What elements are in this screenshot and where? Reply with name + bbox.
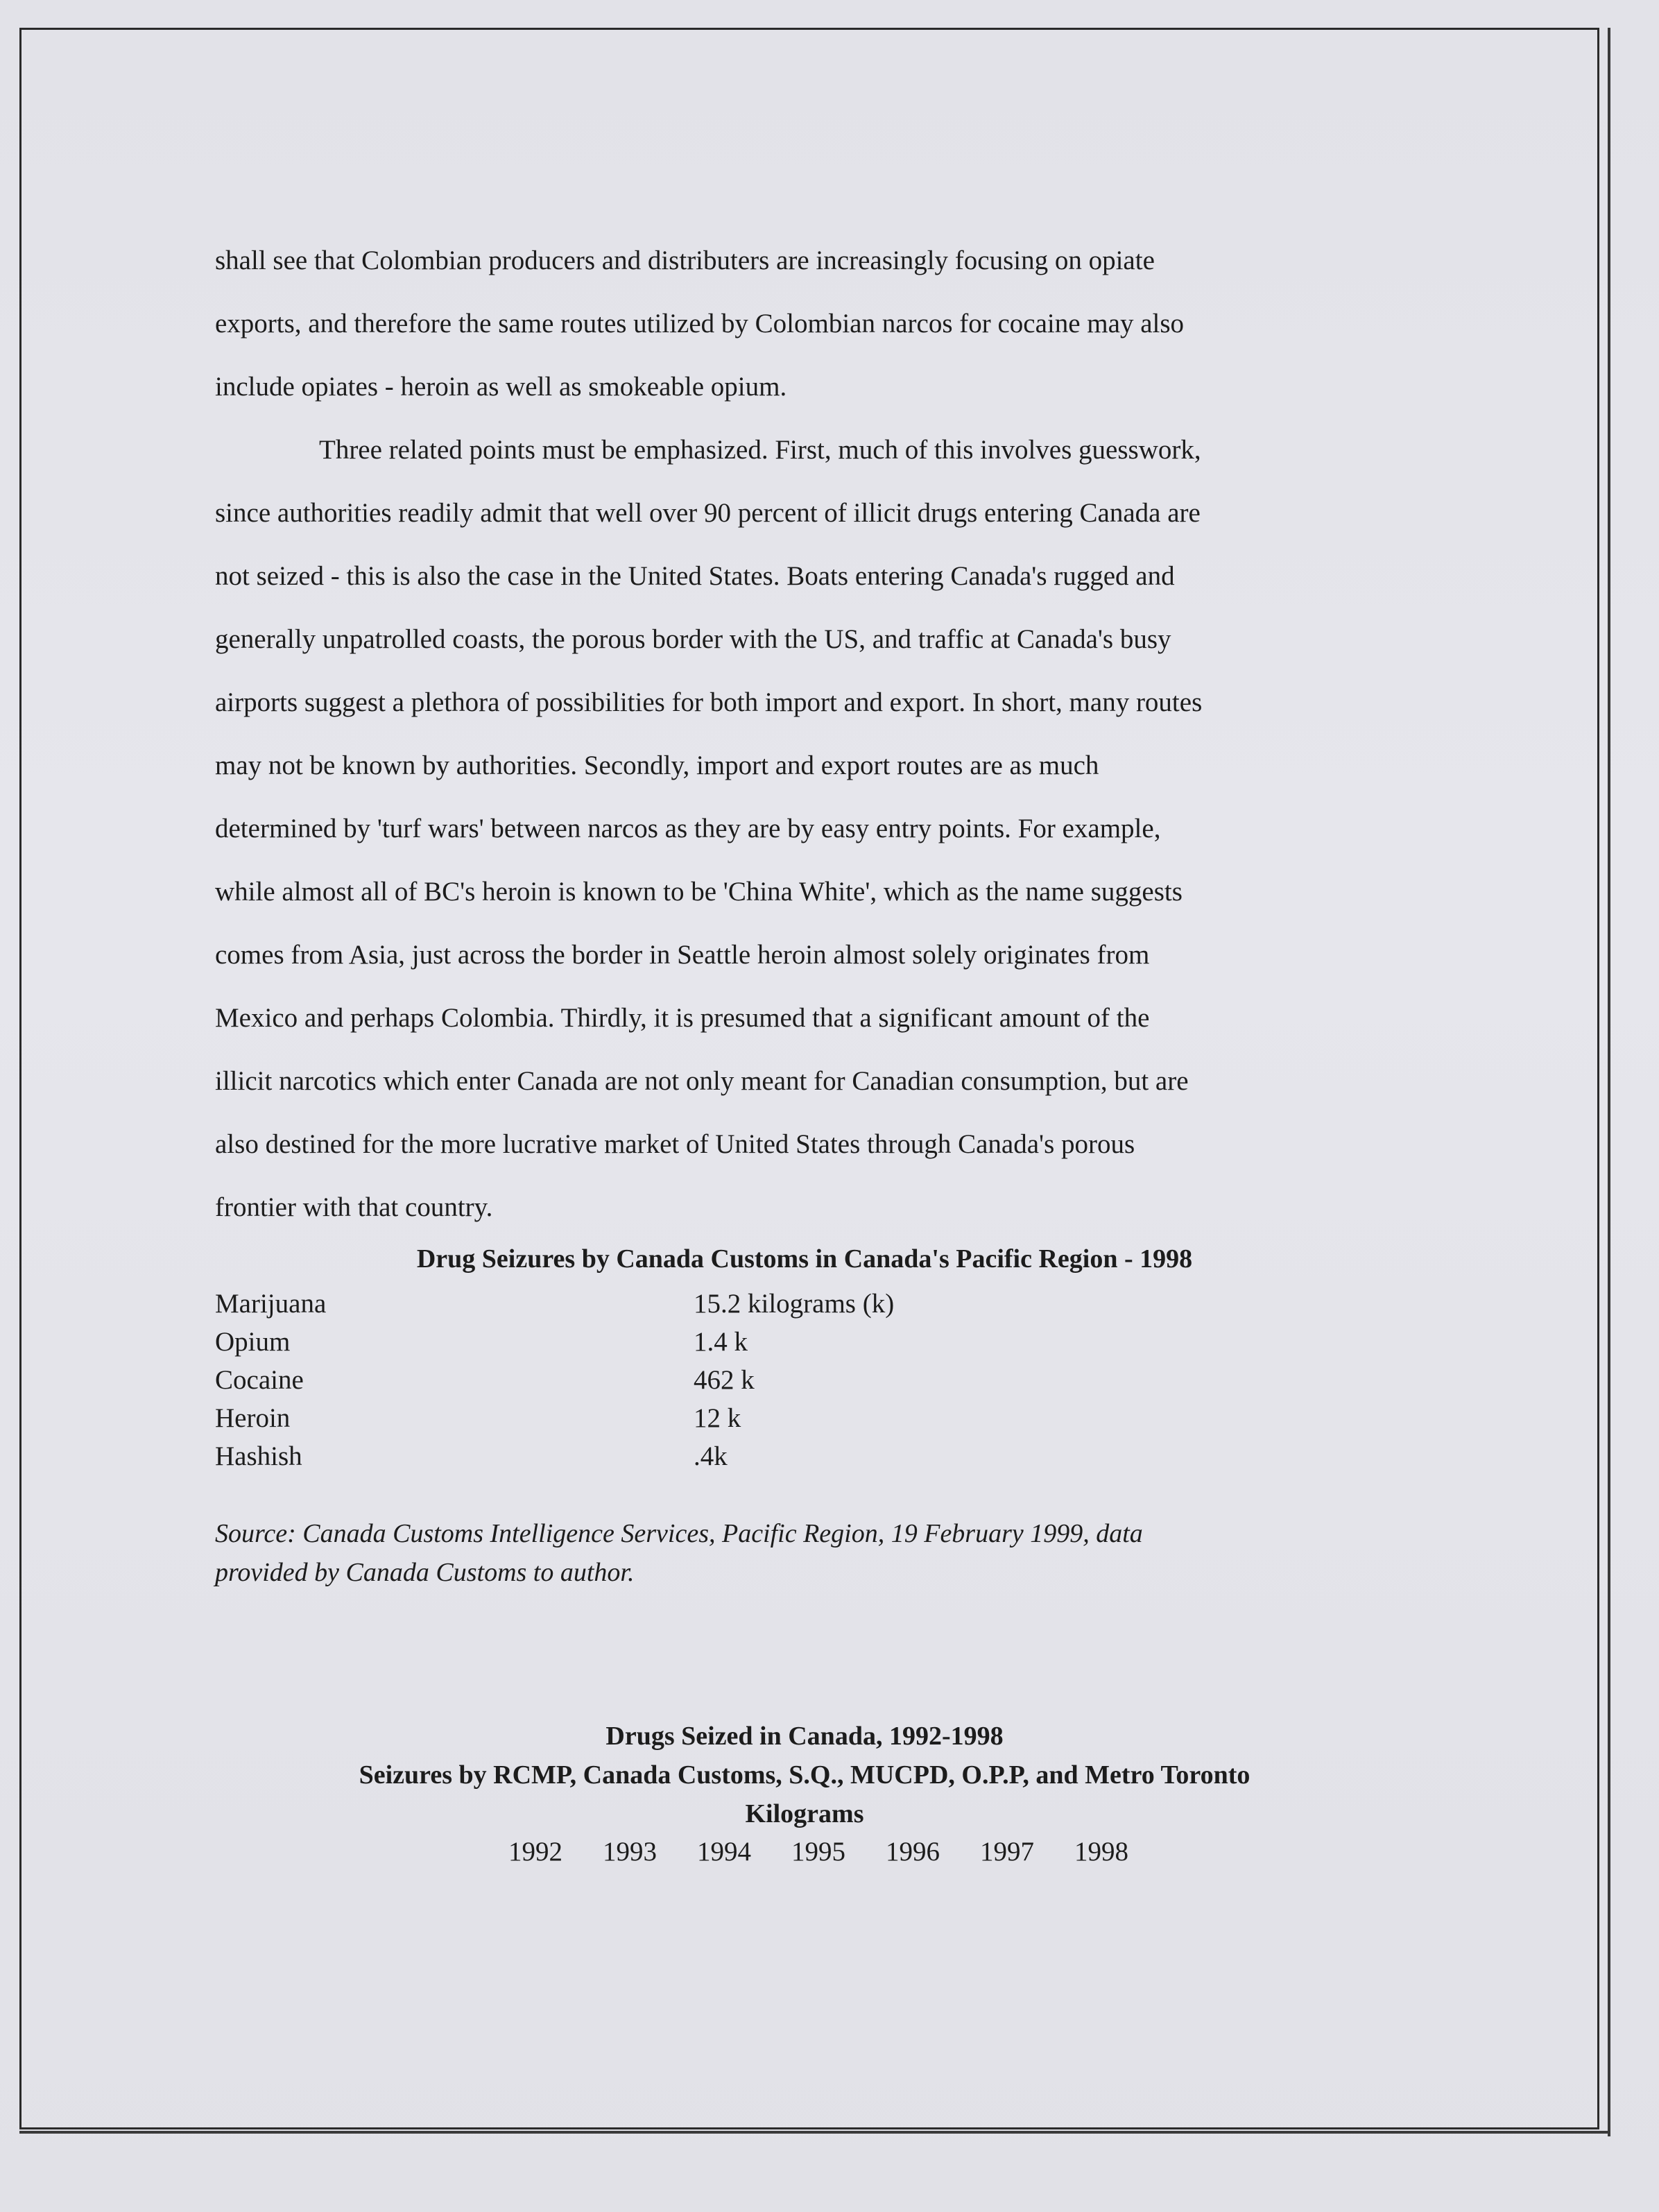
body-text [215,229,1394,1239]
year-header: 1994 [697,1837,751,1867]
text-line: provided by Canada Customs to author. [215,1558,635,1587]
text-line: include opiates - heroin as well as smokeable opium. [215,372,787,402]
text-line: frontier with that country. [215,1192,493,1222]
text-line: while almost all of BC's heroin is known to be 'China White', which as the name suggests [215,877,1183,907]
text-line: illicit narcotics which enter Canada are not only meant for Canadian consumption, but are [215,1066,1189,1096]
text-line: Three related points must be emphasized. First, much of this involves guesswork, [319,435,1201,465]
table-cell-amount: 462 k [694,1365,755,1395]
text-line: Mexico and perhaps Colombia. Thirdly, it is presumed that a significant amount of the [215,1003,1150,1033]
table2-header [215,1717,1394,1867]
text-line: comes from Asia, just across the border in Seattle heroin almost solely originates from [215,940,1150,970]
text-line: not seized - this is also the case in the United States. Boats entering Canada's rugged and [215,561,1175,591]
text-line: also destined for the more lucrative market of United States through Canada's porous [215,1129,1135,1159]
text-line: shall see that Colombian producers and distributers are increasingly focusing on opiate [215,246,1155,275]
table-cell-drug: Marijuana [215,1289,327,1319]
page-edge-shadow [19,2131,1608,2134]
year-header: 1997 [980,1837,1034,1867]
table2-title: Drugs Seized in Canada, 1992-1998 [605,1722,1004,1751]
table-cell-amount: 12 k [694,1403,741,1433]
table1-title: Drug Seizures by Canada Customs in Canada's Pacific Region - 1998 [416,1244,1193,1274]
year-header: 1995 [791,1837,845,1867]
seizure-table [215,1285,1394,1475]
table-cell-drug: Heroin [215,1403,291,1433]
table-cell-amount: 1.4 k [694,1327,748,1357]
document-content [215,229,1394,1867]
year-header: 1996 [886,1837,940,1867]
page-edge-shadow [1608,28,1610,2136]
paragraph-1 [215,229,1394,418]
table-cell-drug: Cocaine [215,1365,304,1395]
text-line: exports, and therefore the same routes utilized by Colombian narcos for cocaine may also [215,309,1185,338]
source-note [215,1514,1394,1592]
table-cell-amount: .4k [694,1441,728,1471]
text-line: airports suggest a plethora of possibilities for both import and export. In short, many routes [215,687,1203,717]
table2-subtitle: Seizures by RCMP, Canada Customs, S.Q., MUCPD, O.P.P, and Metro Toronto [359,1760,1250,1790]
year-header: 1998 [1074,1837,1128,1867]
table-cell-drug: Opium [215,1327,291,1357]
table-cell-drug: Hashish [215,1441,302,1471]
text-line: determined by 'turf wars' between narcos as they are by easy entry points. For example, [215,814,1161,843]
paragraph-2 [215,418,1394,1239]
text-line: may not be known by authorities. Secondly, import and export routes are as much [215,751,1099,780]
table-cell-amount: 15.2 kilograms (k) [694,1289,895,1319]
text-line: since authorities readily admit that well over 90 percent of illicit drugs entering Canada are [215,498,1201,528]
text-line: generally unpatrolled coasts, the porous border with the US, and traffic at Canada's busy [215,624,1171,654]
year-header-row [215,1836,1394,1867]
year-header: 1992 [508,1837,562,1867]
text-line: Source: Canada Customs Intelligence Services, Pacific Region, 19 February 1999, data [215,1519,1143,1548]
table2-unit: Kilograms [745,1799,864,1828]
year-header: 1993 [603,1837,657,1867]
